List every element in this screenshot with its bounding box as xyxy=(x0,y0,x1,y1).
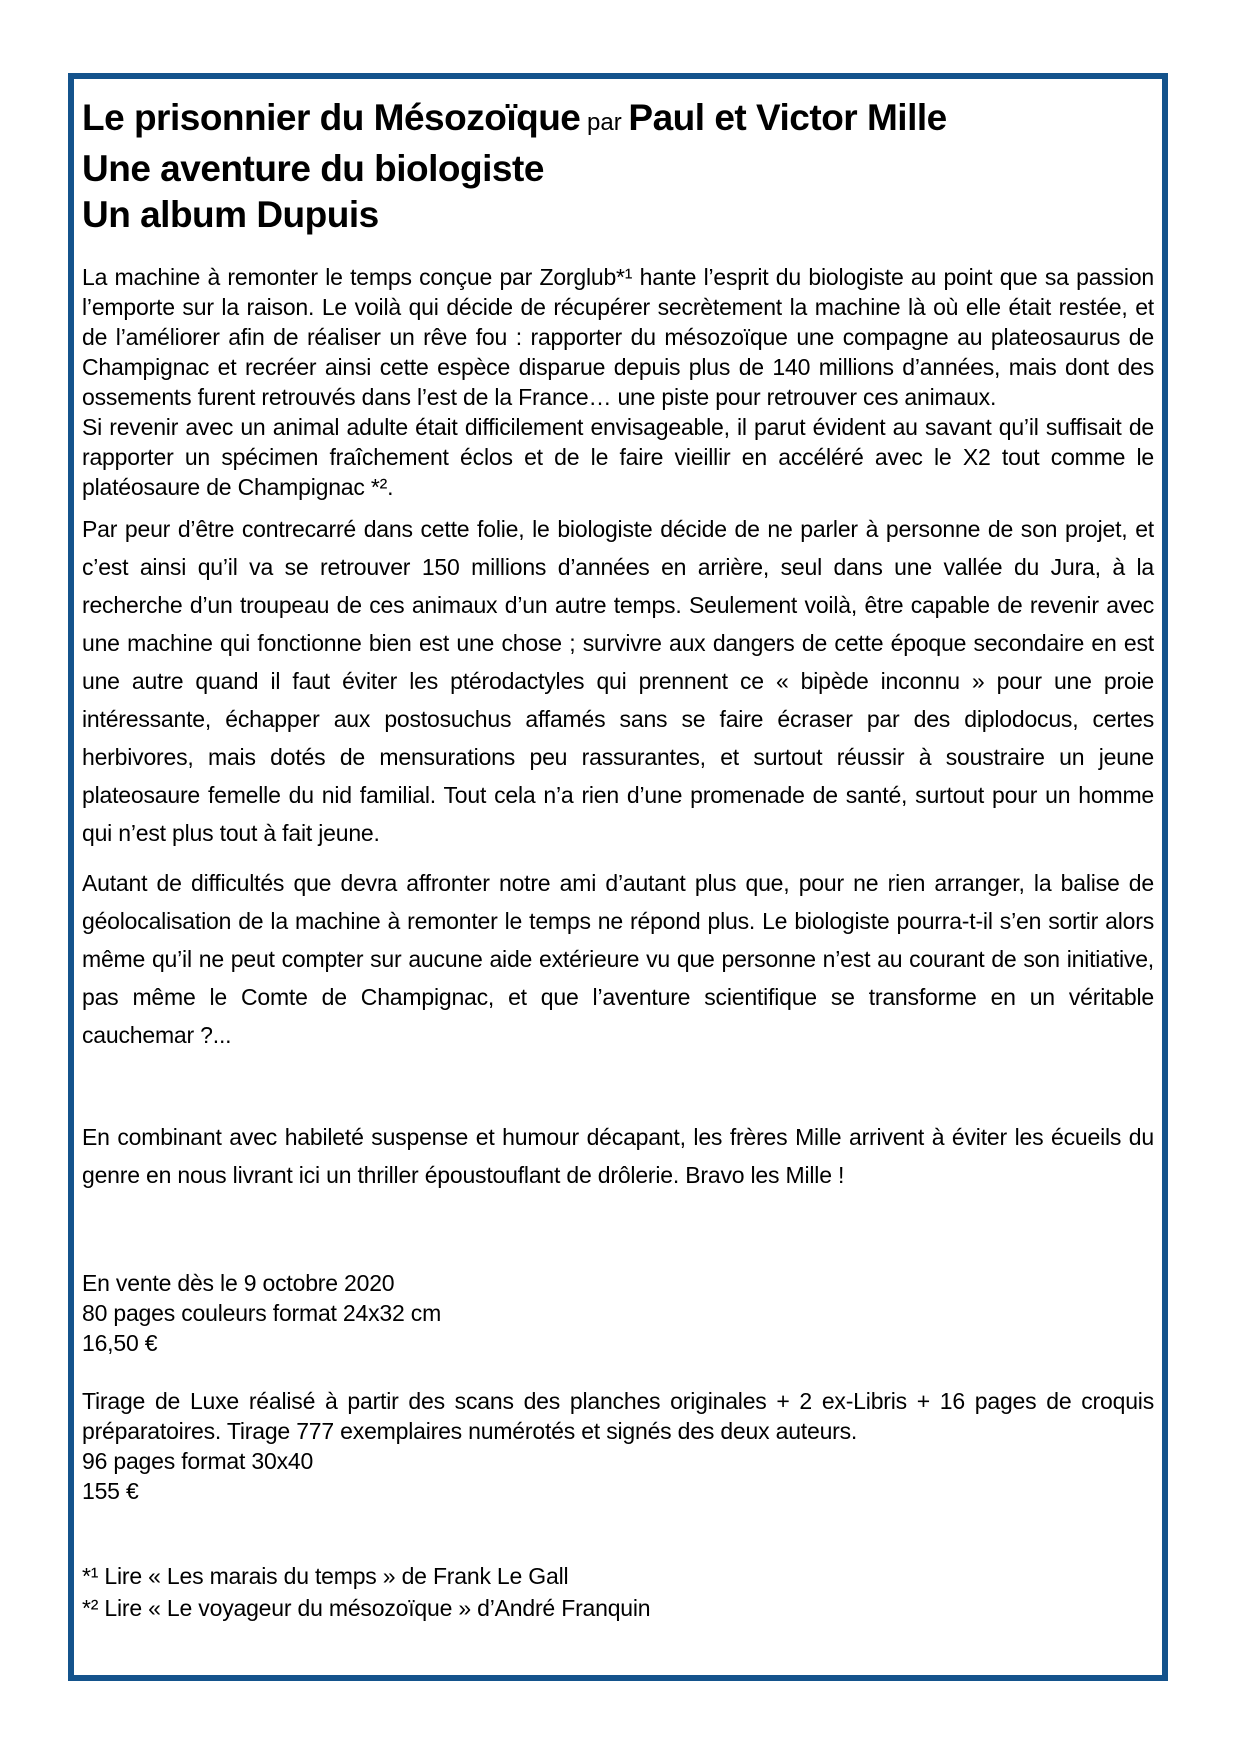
book-title-line xyxy=(82,95,1154,146)
footnotes-block xyxy=(82,1560,1154,1624)
release-info-block xyxy=(82,1268,1154,1358)
footnote-2: *² Lire « Le voyageur du mésozoïque » d’André Franquin xyxy=(82,1595,651,1621)
release-format: 80 pages couleurs format 24x32 cm xyxy=(82,1300,442,1326)
paragraph-synopsis-1: La machine à remonter le temps conçue par Zorglub*¹ hante l’esprit du biologiste au point que sa passion l’emporte sur la raison. Le voilà qui décide de récupérer secrètement la machine là où elle était restée, et de l’améliorer afin de réaliser un rêve fou : rapporter du mésozoïque une compagne au plateosaurus de Champignac et recréer ainsi cette espèce disparue depuis plus de 140 millions d’années, mais dont des ossements furent retrouvés dans l’est de la France… une piste pour retrouver ces animaux. xyxy=(82,264,1154,410)
paragraph-synopsis-2: Si revenir avec un animal adulte était difficilement envisageable, il parut évident au savant qu’il suffisait de rapporter un spécimen fraîchement éclos et de le faire vieillir en accéléré avec le X2 tout comme le platéosaure de Champignac *². xyxy=(82,414,1154,500)
book-title: Le prisonnier du Mésozoïque xyxy=(82,97,581,138)
deluxe-edition-block xyxy=(82,1386,1154,1506)
deluxe-format: 96 pages format 30x40 xyxy=(82,1448,314,1474)
title-block xyxy=(82,95,1154,238)
release-date: En vente dès le 9 octobre 2020 xyxy=(82,1270,395,1296)
paragraph-synopsis-3: Par peur d’être contrecarré dans cette folie, le biologiste décide de ne parler à personne de son projet, et c’est ainsi qu’il va se retrouver 150 millions d’années en arrière, seul dans une vallée du Jura, à la recherche d’un troupeau de ces animaux d’un autre temps. Seulement voilà, être capable de revenir avec une machine qui fonctionne bien est une chose ; survivre aux dangers de cette époque secondaire en est une autre quand il faut éviter les ptérodactyles qui prennent ce « bipède inconnu » pour une proie intéressante, échapper aux postosuchus affamés sans se faire écraser par des diplodocus, certes herbivores, mais dotés de mensurations peu rassurantes, et surtout réussir à soustraire un jeune plateosaure femelle du nid familial. Tout cela n’a rien d’une promenade de santé, surtout pour un homme qui n’est plus tout à fait jeune. xyxy=(82,516,1154,846)
document-border-frame xyxy=(68,73,1168,1681)
title-authors: Paul et Victor Mille xyxy=(628,97,947,138)
release-price: 16,50 € xyxy=(82,1330,158,1356)
title-connector: par xyxy=(580,109,629,136)
deluxe-description: Tirage de Luxe réalisé à partir des scans des planches originales + 2 ex-Libris + 16 pages de croquis préparatoires. Tirage 777 exemplaires numérotés et signés des deux auteurs. xyxy=(82,1388,1154,1444)
title-publisher: Un album Dupuis xyxy=(82,194,379,235)
deluxe-price: 155 € xyxy=(82,1478,139,1504)
title-series: Une aventure du biologiste xyxy=(82,148,544,189)
footnote-1: *¹ Lire « Les marais du temps » de Frank Le Gall xyxy=(82,1563,569,1589)
paragraph-synopsis-4: Autant de difficultés que devra affronter notre ami d’autant plus que, pour ne rien arranger, la balise de géolocalisation de la machine à remonter le temps ne répond plus. Le biologiste pourra-t-il s’en sortir alors même qu’il ne peut compter sur aucune aide extérieure vu que personne n’est au courant de son initiative, pas même le Comte de Champignac, et que l’aventure scientifique se transforme en un véritable cauchemar ?... xyxy=(82,870,1154,1048)
paragraph-review: En combinant avec habileté suspense et humour décapant, les frères Mille arrivent à éviter les écueils du genre en nous livrant ici un thriller époustouflant de drôlerie. Bravo les Mille ! xyxy=(82,1124,1154,1188)
